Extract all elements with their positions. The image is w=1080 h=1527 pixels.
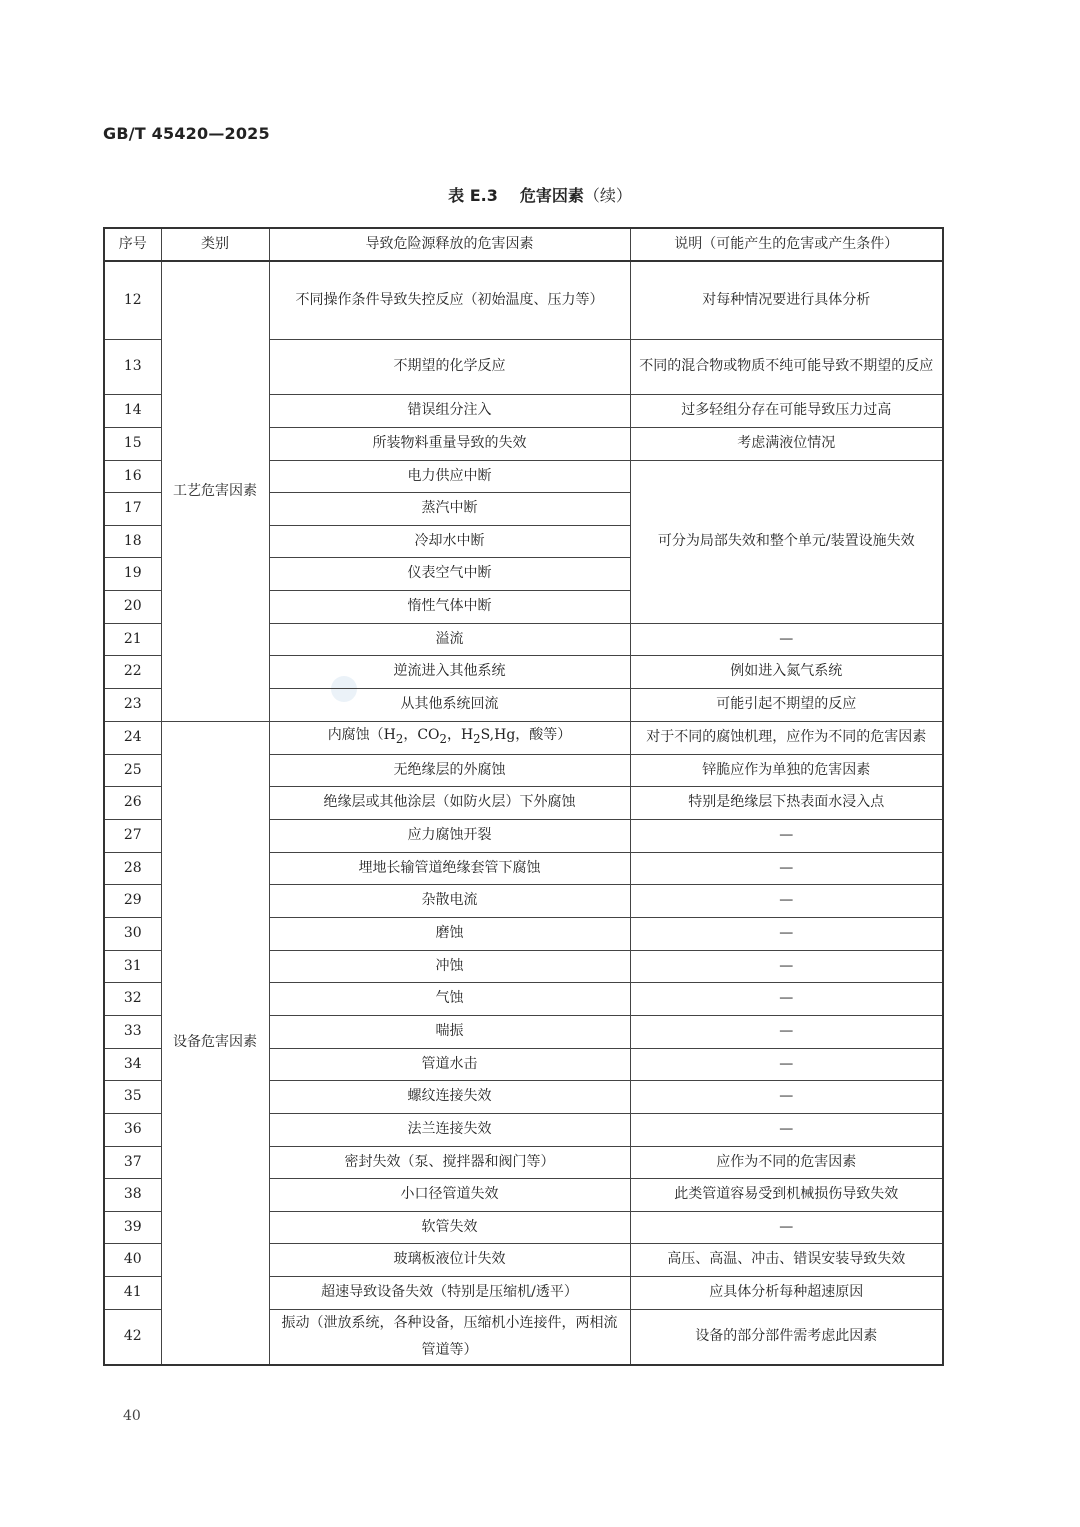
table-caption <box>0 183 1080 206</box>
hazard-factor-cell: 惰性气体中断 <box>269 590 630 623</box>
note-cell: 特别是绝缘层下热表面水浸入点 <box>630 786 943 819</box>
row-number: 36 <box>104 1113 161 1146</box>
hazard-factor-cell: 冲蚀 <box>269 950 630 982</box>
note-cell: 高压、高温、冲击、错误安装导致失效 <box>630 1243 943 1276</box>
note-cell: 不同的混合物或物质不纯可能导致不期望的反应 <box>630 339 943 394</box>
row-number: 38 <box>104 1178 161 1211</box>
column-header-factor: 导致危险源释放的危害因素 <box>269 228 630 261</box>
row-number: 17 <box>104 492 161 525</box>
formula-text: 内腐蚀（H <box>327 727 396 744</box>
hazard-factor-cell: 所装物料重量导致的失效 <box>269 427 630 460</box>
subscript-text: 2 <box>439 731 447 746</box>
row-number: 30 <box>104 917 161 950</box>
hazard-factor-cell: 密封失效（泵、搅拌器和阀门等） <box>269 1146 630 1178</box>
row-number: 21 <box>104 623 161 655</box>
row-number: 14 <box>104 394 161 427</box>
category-cell: 工艺危害因素 <box>161 261 269 721</box>
hazard-factor-cell: 逆流进入其他系统 <box>269 655 630 688</box>
hazard-factor-cell: 小口径管道失效 <box>269 1178 630 1211</box>
row-number: 15 <box>104 427 161 460</box>
row-number: 24 <box>104 721 161 754</box>
hazard-factor-cell: 法兰连接失效 <box>269 1113 630 1146</box>
note-cell: 例如进入氮气系统 <box>630 655 943 688</box>
hazard-factor-cell: 电力供应中断 <box>269 460 630 492</box>
note-cell: 锌脆应作为单独的危害因素 <box>630 754 943 786</box>
note-cell: 应具体分析每种超速原因 <box>630 1276 943 1309</box>
hazard-factor-cell <box>269 721 630 754</box>
hazard-factor-cell: 杂散电流 <box>269 884 630 917</box>
hazard-factor-table <box>103 227 944 1366</box>
row-number: 27 <box>104 819 161 852</box>
formula-text: ，H <box>446 727 474 744</box>
row-number: 29 <box>104 884 161 917</box>
hazard-factor-cell: 管道水击 <box>269 1048 630 1080</box>
hazard-factor-cell: 不同操作条件导致失控反应（初始温度、压力等） <box>269 261 630 339</box>
formula-text: S,Hg，酸等） <box>480 727 572 744</box>
row-number: 31 <box>104 950 161 982</box>
note-cell: — <box>630 982 943 1015</box>
row-number: 23 <box>104 688 161 721</box>
hazard-factor-cell: 螺纹连接失效 <box>269 1080 630 1113</box>
row-number: 18 <box>104 525 161 557</box>
row-number: 25 <box>104 754 161 786</box>
hazard-factor-cell: 玻璃板液位计失效 <box>269 1243 630 1276</box>
row-number: 39 <box>104 1211 161 1243</box>
hazard-factor-cell: 无绝缘层的外腐蚀 <box>269 754 630 786</box>
note-cell: 此类管道容易受到机械损伤导致失效 <box>630 1178 943 1211</box>
subscript-text: 2 <box>395 731 404 746</box>
table-body <box>104 261 943 1365</box>
note-cell: — <box>630 1113 943 1146</box>
row-number: 41 <box>104 1276 161 1309</box>
note-cell: 可分为局部失效和整个单元/装置设施失效 <box>630 460 943 623</box>
subscript-text: 2 <box>473 731 481 746</box>
standard-code: GB/T 45420—2025 <box>103 124 270 143</box>
hazard-factor-cell: 绝缘层或其他涂层（如防火层）下外腐蚀 <box>269 786 630 819</box>
table-header-row <box>104 228 943 261</box>
row-number: 12 <box>104 261 161 339</box>
hazard-factor-cell: 振动（泄放系统，各种设备，压缩机小连接件，两相流管道等） <box>269 1309 630 1365</box>
hazard-factor-cell: 应力腐蚀开裂 <box>269 819 630 852</box>
page-number: 40 <box>123 1408 141 1424</box>
row-number: 20 <box>104 590 161 623</box>
hazard-factor-cell: 软管失效 <box>269 1211 630 1243</box>
note-cell: — <box>630 1048 943 1080</box>
hazard-factor-cell: 不期望的化学反应 <box>269 339 630 394</box>
row-number: 13 <box>104 339 161 394</box>
hazard-factor-cell: 蒸汽中断 <box>269 492 630 525</box>
column-header-note: 说明（可能产生的危害或产生条件） <box>630 228 943 261</box>
table-row <box>104 261 943 339</box>
row-number: 33 <box>104 1015 161 1048</box>
hazard-factor-cell: 从其他系统回流 <box>269 688 630 721</box>
table-row <box>104 721 943 754</box>
note-cell: — <box>630 852 943 884</box>
note-cell: — <box>630 819 943 852</box>
hazard-factor-cell: 气蚀 <box>269 982 630 1015</box>
note-cell: — <box>630 917 943 950</box>
hazard-factor-cell: 埋地长输管道绝缘套管下腐蚀 <box>269 852 630 884</box>
note-cell: 考虑满液位情况 <box>630 427 943 460</box>
row-number: 37 <box>104 1146 161 1178</box>
row-number: 19 <box>104 557 161 590</box>
note-cell: — <box>630 1080 943 1113</box>
hazard-factor-cell: 超速导致设备失效（特别是压缩机/透平） <box>269 1276 630 1309</box>
hazard-factor-cell: 冷却水中断 <box>269 525 630 557</box>
row-number: 16 <box>104 460 161 492</box>
category-cell: 设备危害因素 <box>161 721 269 1365</box>
column-header-category: 类别 <box>161 228 269 261</box>
note-cell: — <box>630 1015 943 1048</box>
row-number: 22 <box>104 655 161 688</box>
note-cell: — <box>630 884 943 917</box>
row-number: 42 <box>104 1309 161 1365</box>
row-number: 28 <box>104 852 161 884</box>
note-cell: — <box>630 1211 943 1243</box>
column-header-no: 序号 <box>104 228 161 261</box>
note-cell: 可能引起不期望的反应 <box>630 688 943 721</box>
hazard-factor-cell: 溢流 <box>269 623 630 655</box>
note-cell: 应作为不同的危害因素 <box>630 1146 943 1178</box>
table-number: 表 E.3 <box>448 186 498 205</box>
formula-text: ，CO <box>403 727 440 744</box>
row-number: 34 <box>104 1048 161 1080</box>
table-continued: （续） <box>583 186 632 205</box>
note-cell: 对每种情况要进行具体分析 <box>630 261 943 339</box>
row-number: 26 <box>104 786 161 819</box>
note-cell: — <box>630 623 943 655</box>
note-cell: 设备的部分部件需考虑此因素 <box>630 1309 943 1365</box>
row-number: 40 <box>104 1243 161 1276</box>
note-cell: — <box>630 950 943 982</box>
hazard-factor-cell: 错误组分注入 <box>269 394 630 427</box>
hazard-factor-cell: 磨蚀 <box>269 917 630 950</box>
row-number: 35 <box>104 1080 161 1113</box>
hazard-factor-cell: 仪表空气中断 <box>269 557 630 590</box>
row-number: 32 <box>104 982 161 1015</box>
table-title: 危害因素 <box>519 186 584 205</box>
hazard-factor-cell: 喘振 <box>269 1015 630 1048</box>
note-cell: 过多轻组分存在可能导致压力过高 <box>630 394 943 427</box>
note-cell: 对于不同的腐蚀机理，应作为不同的危害因素 <box>630 721 943 754</box>
